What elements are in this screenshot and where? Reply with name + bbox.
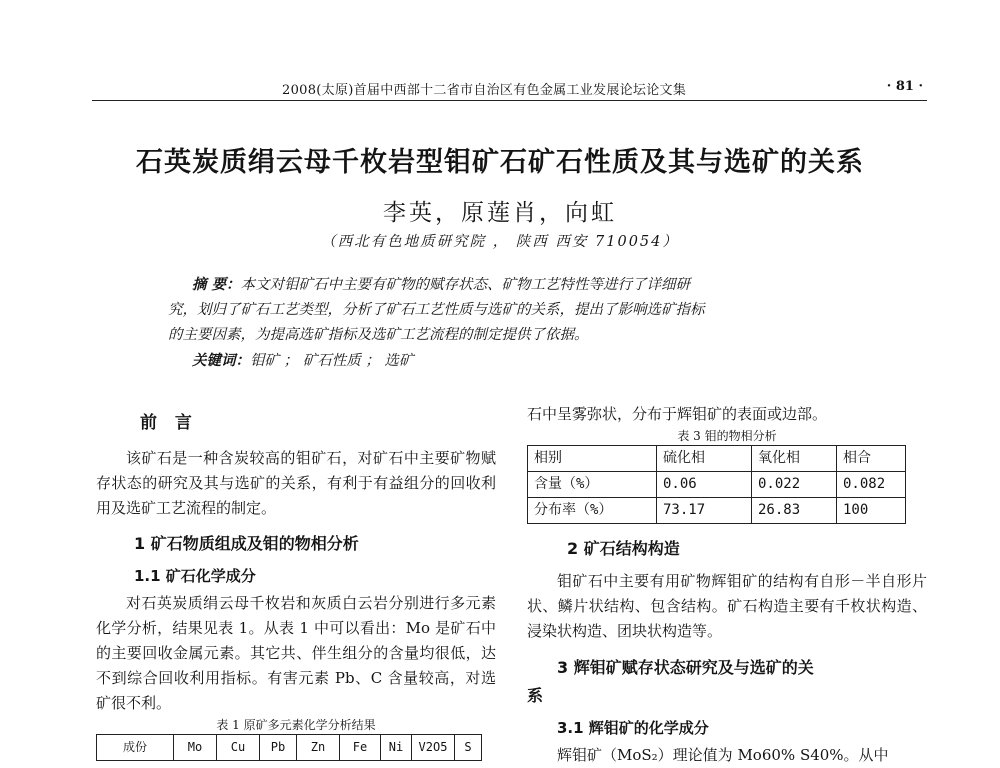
table-3-cell: 氧化相 (752, 446, 837, 472)
section-1-1-paragraph: 对石英炭质绢云母千枚岩和灰质白云岩分别进行多元素化学分析，结果见表 1。从表 1 中可以看出：Mo 是矿石中的主要回收金属元素。其它共、伴生组分的含量均很低，达不到综合回收利用指标。有害元素 Pb、C 含量较高，对选矿很不利。 (96, 594, 496, 712)
table-3-cell: 73.17 (657, 498, 752, 524)
table-3-cell: 100 (837, 498, 906, 524)
table-1-header-row (97, 735, 482, 761)
abstract (168, 272, 868, 374)
right-column (527, 402, 927, 768)
table-3-header-row (528, 446, 906, 472)
table-1-header-cell: 成份 (97, 735, 174, 761)
intro-paragraph: 该矿石是一种含炭较高的钼矿石，对矿石中主要矿物赋存状态的研究及其与选矿的关系，有利于有益组分的回收利用及选矿工艺流程的制定。 (96, 449, 496, 517)
table-3-cell: 0.06 (657, 472, 752, 498)
table-3-cell: 分布率（%） (528, 498, 657, 524)
page-number: · 81 · (886, 79, 923, 94)
authors: 李英，原莲肖，向虹 (383, 200, 617, 226)
section-3-heading-line-2: 系 (527, 686, 544, 705)
table-1-header-cell: V2O5 (412, 735, 455, 761)
table-3-cell: 26.83 (752, 498, 837, 524)
table-1-caption: 表 1 原矿多元素化学分析结果 (216, 718, 376, 732)
paper-title: 石英炭质绢云母千枚岩型钼矿石矿石性质及其与选矿的关系 (136, 147, 864, 178)
abstract-line-2: 究，划归了矿石工艺类型，分析了矿石工艺性质与选矿的关系，提出了影响选矿指标 (168, 302, 705, 318)
table-1 (96, 734, 482, 761)
table-3-cell: 相合 (837, 446, 906, 472)
table-3-cell: 相别 (528, 446, 657, 472)
section-3-1-heading: 3.1 辉钼矿的化学成分 (557, 719, 709, 737)
table-3-cell: 含量（%） (528, 472, 657, 498)
intro-heading: 前 言 (140, 413, 198, 433)
table-3-row (528, 498, 906, 524)
table-1-header-cell: Ni (381, 735, 412, 761)
abstract-line-1: 摘 要：本文对钼矿石中主要有矿物的赋存状态、矿物工艺特性等进行了详细研 (192, 276, 691, 293)
table-1-header-cell: Mo (174, 735, 217, 761)
table-1-header-cell: Cu (217, 735, 260, 761)
table-3-cell: 0.022 (752, 472, 837, 498)
left-column (96, 405, 496, 761)
table-1-header-cell: Fe (340, 735, 381, 761)
table-3-cell: 硫化相 (657, 446, 752, 472)
keywords: 关键词：钼矿 ； 矿石性质 ； 选矿 (192, 352, 414, 369)
table-1-header-cell: S (455, 735, 482, 761)
table-3 (527, 445, 906, 524)
affiliation: （西北有色地质研究院 ， 陕西 西安 710054） (321, 234, 679, 250)
table-3-cell: 0.082 (837, 472, 906, 498)
continued-paragraph: 石中呈雾弥状，分布于辉钼矿的表面或边部。 (527, 405, 828, 423)
section-3-1-paragraph: 辉钼矿（MoS₂）理论值为 Mo60% S40%。从中 (557, 746, 889, 764)
abstract-label: 摘 要： (192, 276, 241, 293)
table-1-header-cell: Pb (260, 735, 297, 761)
section-1-heading: 1 矿石物质组成及钼的物相分析 (134, 534, 359, 553)
running-header (92, 75, 927, 101)
section-3-heading (527, 654, 927, 710)
table-3-caption: 表 3 钼的物相分析 (677, 429, 777, 443)
section-1-1-heading: 1.1 矿石化学成分 (134, 567, 256, 585)
section-2-heading: 2 矿石结构构造 (567, 539, 680, 558)
section-2-paragraph: 钼矿石中主要有用矿物辉钼矿的结构有自形－半自形片状、鳞片状结构、包含结构。矿石构造主要有千枚状构造、浸染状构造、团块状构造等。 (527, 572, 927, 640)
section-3-heading-line-1: 3 辉钼矿赋存状态研究及与选矿的关 (557, 658, 814, 677)
journal-title: 2008(太原)首届中西部十二省市自治区有色金属工业发展论坛论文集 (282, 83, 687, 98)
keywords-label: 关键词： (192, 352, 250, 369)
header-rule (92, 100, 927, 101)
abstract-line-3: 的主要因素，为提高选矿指标及选矿工艺流程的制定提供了依据。 (168, 327, 589, 343)
table-1-header-cell: Zn (297, 735, 340, 761)
table-3-row (528, 472, 906, 498)
